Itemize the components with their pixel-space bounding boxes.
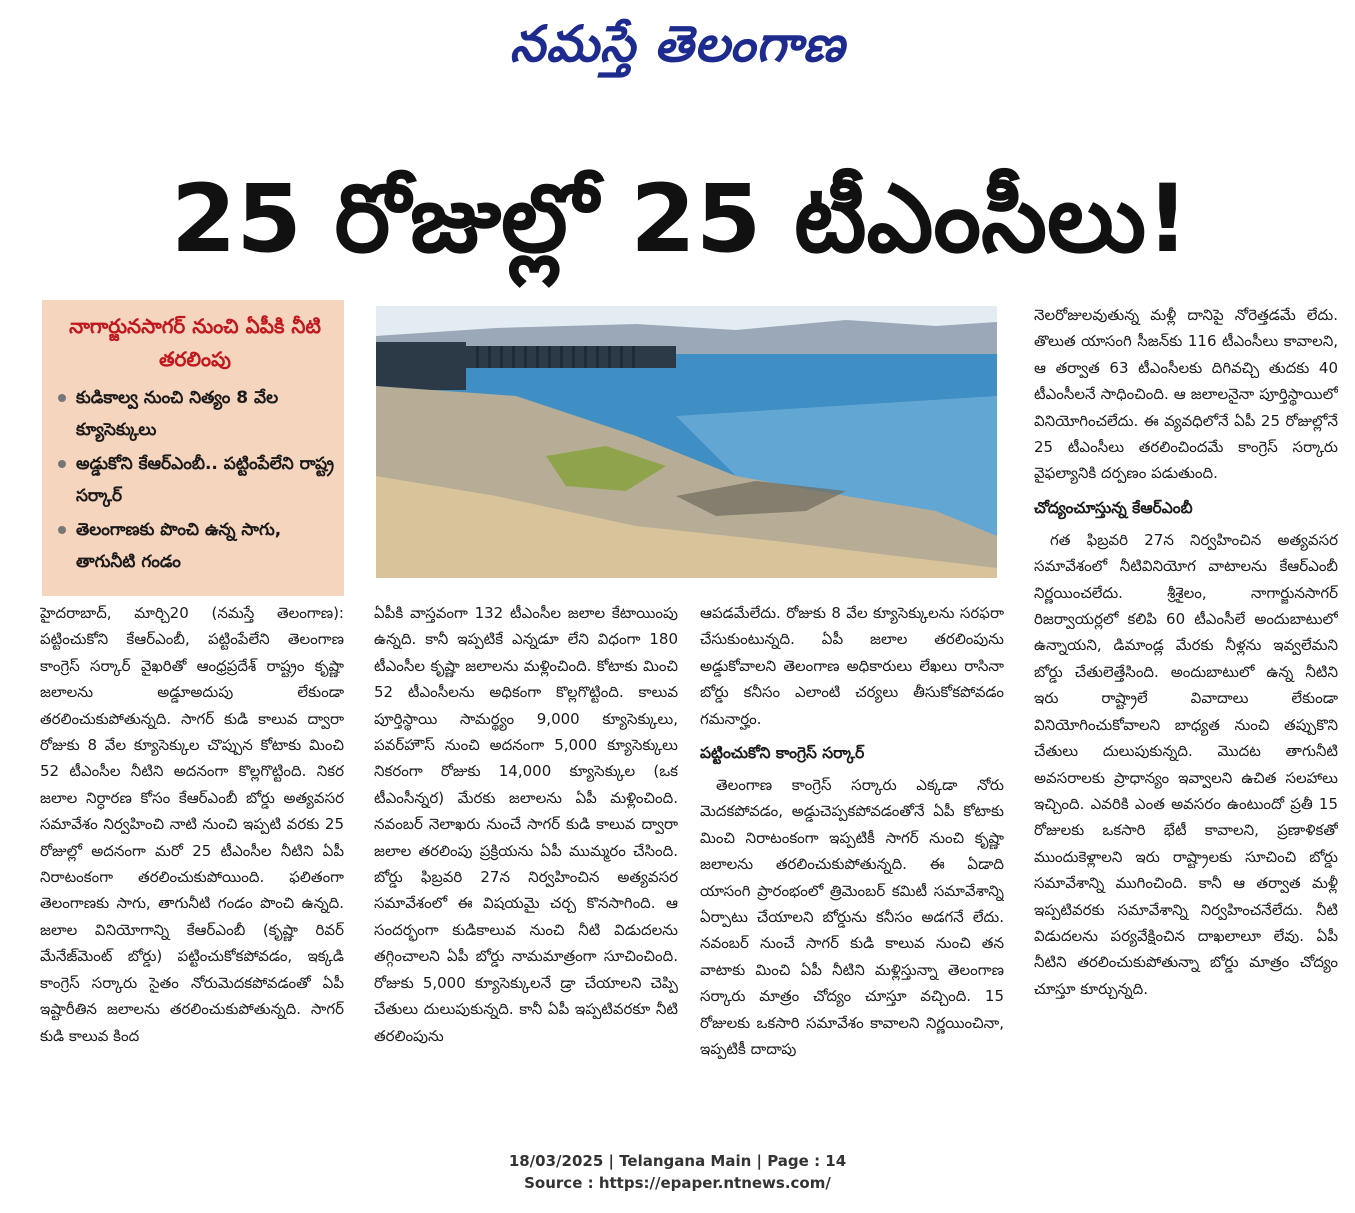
highlight-item xyxy=(56,382,334,446)
footer-source-link[interactable]: Source : https://epaper.ntnews.com/ xyxy=(524,1174,831,1192)
article-paragraph: నెలరోజులవుతున్న మళ్లీ దానిపై నోరెత్తడమే లేదు. తొలుత యాసంగి సీజన్‌కు 116 టీఎంసీలు కావాలని, ఆ తర్వాత 63 టీఎంసీలకు దిగివచ్చి తుదకు 40 టీఎంసీలనే సాధించింది. ఆ జలాలనైనా పూర్తిస్థాయిలో వినియోగించలేదు. ఈ వ్యవధిలోనే ఏపీ 25 రోజుల్లోనే 25 టీఎంసీలు తరలించిందమే కాంగ్రెస్ సర్కారు వైఫల్యానికి దర్పణం పడుతుంది. xyxy=(1034,306,1338,483)
bullet-dot-icon xyxy=(58,394,66,402)
article-subhead: చోద్యంచూస్తున్న కేఆర్ఎంబీ xyxy=(1034,498,1193,517)
dam-photo xyxy=(376,306,997,578)
highlight-item xyxy=(56,448,334,512)
highlight-text: అడ్డుకోని కేఆర్ఎంబీ.. పట్టింపేలేని రాష్ట్ర సర్కార్ xyxy=(76,454,335,506)
highlight-text: తెలంగాణకు పొంచి ఉన్న సాగు, తాగునీటి గండం xyxy=(76,520,282,572)
article-column-3 xyxy=(700,600,1004,1140)
highlight-text: కుడికాల్వ నుంచి నిత్యం 8 వేల క్యూసెక్కులు xyxy=(76,388,279,440)
article-paragraph: ఆపడమేలేదు. రోజుకు 8 వేల క్యూసెక్కులను సరఫరా చేసుకుంటున్నది. ఏపీ జలాల తరలింపును అడ్డుకోవాలని తెలంగాణ అధికారులు లేఖలు రాసినా బోర్డు కనీసం ఎలాంటి చర్యలు తీసుకోకపోవడం గమనార్హం. xyxy=(700,604,1004,728)
page-footer xyxy=(0,1150,1355,1194)
footer-edition-info: 18/03/2025 | Telangana Main | Page : 14 xyxy=(508,1152,847,1170)
article-paragraph: హైదరాబాద్, మార్చి20 (నమస్తే తెలంగాణ): పట్టించుకోని కేఆర్ఎంబీ, పట్టింపేలేని తెలంగాణ కాంగ్రెస్ సర్కార్ వైఖరితో ఆంధ్రప్రదేశ్ రాష్ట్రం కృష్ణా జలాలను అడ్డూఅదుపు లేకుండా తరలించుకుపోతున్నది. సాగర్ కుడి కాలువ ద్వారా రోజుకు 8 వేల క్యూసెక్కుల చొప్పున కోటాకు మించి 52 టీఎంసీల నీటిని అదనంగా కొల్లగొట్టింది. నికర జలాల నిర్ధారణ కోసం కేఆర్ఎంబీ బోర్డు అత్యవసర సమావేశం నిర్వహించి నాటి నుంచి ఇప్పటి వరకు 25 రోజుల్లో అదనంగా మరో 25 టీఎంసీల నీటిని ఏపీ నిరాటంకంగా తరలించుకుపోయింది. ఫలితంగా తెలంగాణకు సాగు, తాగునీటి గండం పొంచి ఉన్నది. జలాల వినియోగాన్ని కేఆర్ఎంబీ (కృష్ణా రివర్ మేనేజ్‌మెంట్ బోర్డు) పట్టించుకోకపోవడం, ఇక్కడి కాంగ్రెస్ సర్కారు సైతం నోరుమెదకపోవడంతో ఏపీ ఇష్టారీతిన జలాలను తరలించుకుపోతున్నది. సాగర్ కుడి కాలువ కింద xyxy=(40,604,344,1045)
article-column-2 xyxy=(374,600,678,1140)
highlights-title: నాగార్జునసాగర్ నుంచి ఏపీకి నీటి తరలింపు xyxy=(69,314,321,371)
highlight-item xyxy=(56,514,334,578)
headline: 25 రోజుల్లో 25 టీఎంసీలు! xyxy=(170,165,1190,274)
article-subhead: పట్టించుకోని కాంగ్రెస్ సర్కార్ xyxy=(700,744,865,763)
highlights-box xyxy=(42,300,344,596)
dam-photo-illustration xyxy=(376,306,997,578)
masthead-logo: నమస్తే తెలంగాణ xyxy=(509,15,846,73)
article-column-4 xyxy=(1034,302,1338,1142)
bullet-dot-icon xyxy=(58,526,66,534)
article-paragraph: తెలంగాణ కాంగ్రెస్ సర్కారు ఎక్కడా నోరు మెదకపోవడం, అడ్డుచెప్పకపోవడంతోనే ఏపీ కోటాకు మించి నిరాటంకంగా ఇప్పటికీ సాగర్ నుంచి కృష్ణా జలాలను తరలించుకుపోతున్నది. ఈ ఏడాది యాసంగి ప్రారంభంలో త్రిమెంబర్ కమిటీ సమావేశాన్ని ఏర్పాటు చేయాలని బోర్డును కనీసం అడగనే లేదు. నవంబర్ నుంచే సాగర్ కుడి కాలువ నుంచి తన వాటాకు మించి ఏపీ నీటిని మళ్లిస్తున్నా తెలంగాణ సర్కారు మాత్రం చోద్యం చూస్తూ వచ్చింది. 15 రోజులకు ఒకసారి సమావేశం కావాలని నిర్ణయించినా, ఇప్పటికీ దాదాపు xyxy=(700,776,1004,1059)
article-column-1 xyxy=(40,600,344,1140)
article-paragraph: ఏపీకి వాస్తవంగా 132 టీఎంసీల జలాల కేటాయింపు ఉన్నది. కానీ ఇప్పటికే ఎన్నడూ లేని విధంగా 180 టీఎంసీల కృష్ణా జలాలను మళ్లించింది. కోటాకు మించి 52 టీఎంసీలను అధికంగా కొల్లగొట్టింది. కాలువ పూర్తిస్థాయి సామర్థ్యం 9,000 క్యూసెక్కులు, పవర్‌హౌస్ నుంచి అదనంగా 5,000 క్యూసెక్కులు నికరంగా రోజుకు 14,000 క్యూసెక్కుల (ఒక టీఎంసీన్నర) మేరకు జలాలను ఏపీ మళ్లించింది. నవంబర్ నెలాఖరు నుంచే సాగర్ కుడి కాలువ ద్వారా జలాల తరలింపు ప్రక్రియను ఏపీ ముమ్మరం చేసింది. బోర్డు ఫిబ్రవరి 27న నిర్వహించిన అత్యవసర సమావేశంలో ఈ విషయమై చర్చ కొనసాగింది. ఆ సందర్భంగా కుడికాలువ నుంచి నీటి విడుదలను తగ్గించాలని ఏపీ బోర్డు నామమాత్రంగా సూచించింది. రోజుకు 5,000 క్యూసెక్కులనే డ్రా చేయాలని చెప్పి చేతులు దులుపుకున్నది. కానీ ఏపీ ఇప్పటివరకూ నీటి తరలింపును xyxy=(374,604,678,1045)
article-paragraph: గత ఫిబ్రవరి 27న నిర్వహించిన అత్యవసర సమావేశంలో నీటివినియోగ వాటాలను కేఆర్ఎంబీ నిర్ణయించలేదు. శ్రీశైలం, నాగార్జునసాగర్ రిజర్వాయర్లలో కలిపి 60 టీఎంసీలే అందుబాటులో ఉన్నాయని, డిమాండ్ల మేరకు నీళ్లను ఇవ్వలేమని బోర్డు చేతులెత్తేసింది. అందుబాటులో ఉన్న నీటిని ఇరు రాష్ట్రాలే వివాదాలు లేకుండా వినియోగించుకోవాలని బాధ్యత నుంచి తప్పుకొని చేతులు దులుపుకున్నది. మొదట తాగునీటి అవసరాలకు ప్రాధాన్యం ఇవ్వాలని ఉచిత సలహాలు ఇచ్చింది. ఎవరికి ఎంత అవసరం ఉంటుందో ప్రతీ 15 రోజులకు ఒకసారి భేటీ కావాలని, ప్రణాళికతో ముందుకెళ్లాలని ఇరు రాష్ట్రాలకు సూచించి బోర్డు సమావేశాన్ని ముగించింది. కానీ ఆ తర్వాత మళ్లీ ఇప్పటివరకు సమావేశాన్ని నిర్వహించనేలేదు. నీటి విడుదలను పర్యవేక్షించిన దాఖలాలూ లేవు. ఏపీ నీటిని తరలించుకుపోతున్నా బోర్డు మాత్రం చోద్యం చూస్తూ కూర్చున్నది. xyxy=(1034,530,1338,998)
photo-dam-wall xyxy=(376,342,466,390)
bullet-dot-icon xyxy=(58,460,66,468)
photo-dam-gates xyxy=(466,346,676,368)
